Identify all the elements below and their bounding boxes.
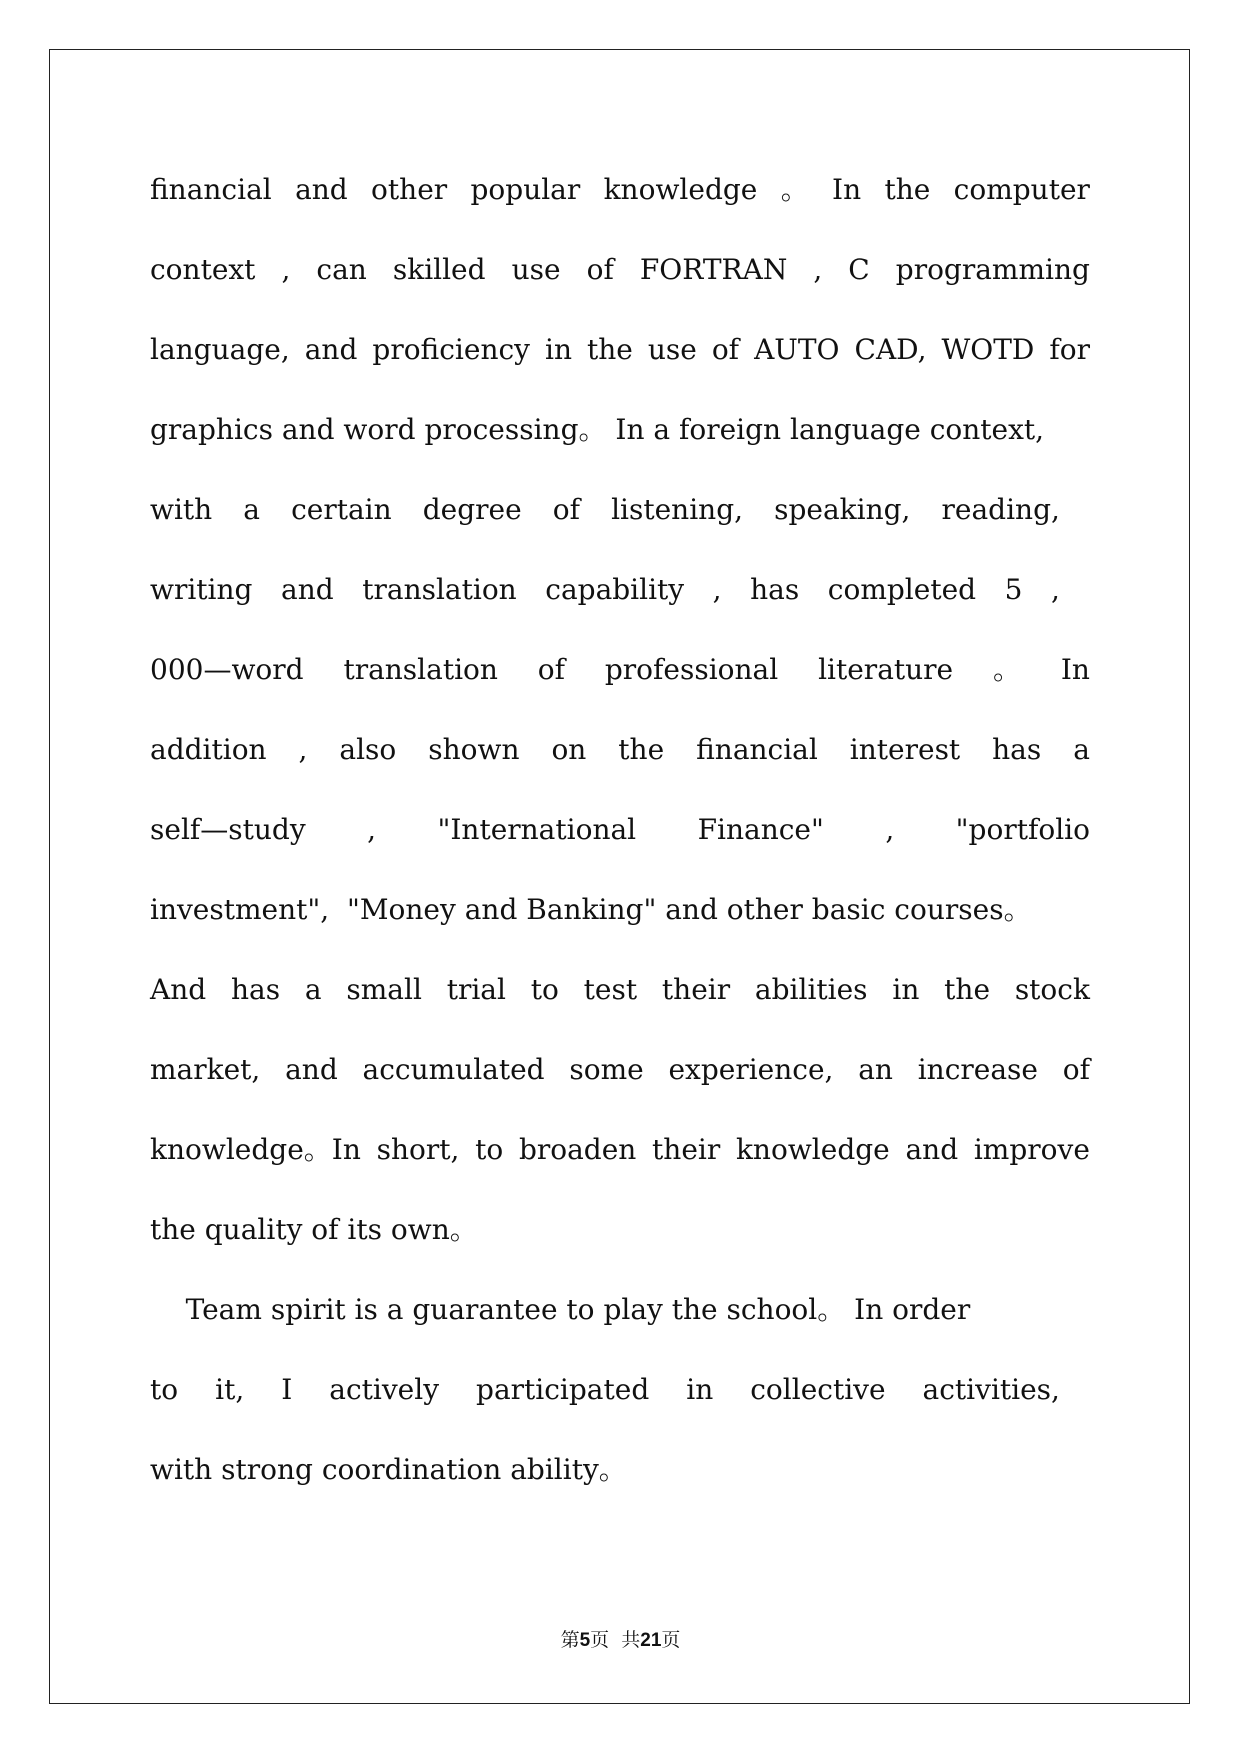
word: and — [905, 1133, 959, 1166]
word: other — [371, 173, 448, 206]
footer-page-number: 5 — [579, 1630, 591, 1651]
word: trial — [446, 973, 506, 1006]
word: "portfolio — [955, 813, 1090, 846]
page-footer — [0, 1625, 1241, 1652]
word: , — [367, 813, 377, 846]
word: to — [475, 1133, 504, 1166]
word: language, — [150, 333, 290, 366]
word: reading, — [941, 493, 1060, 526]
text-line — [150, 250, 1090, 290]
footer-suffix: 页 — [661, 1629, 681, 1651]
word: financial — [150, 173, 272, 206]
word: FORTRAN — [639, 253, 788, 286]
word: participated — [476, 1373, 650, 1406]
word: small — [346, 973, 422, 1006]
word: some — [569, 1053, 644, 1086]
text-line — [150, 730, 1090, 770]
word: broaden — [518, 1133, 637, 1166]
word: In — [832, 173, 862, 206]
word: activities, — [922, 1373, 1060, 1406]
word: knowledge — [735, 1133, 890, 1166]
word: , — [885, 813, 895, 846]
word: financial — [696, 733, 818, 766]
word: translation — [362, 573, 517, 606]
word: writing — [150, 573, 253, 606]
word: market, — [150, 1053, 261, 1086]
word: literature — [818, 653, 954, 686]
word: and — [285, 1053, 338, 1086]
word: Finance" — [697, 813, 824, 846]
word: test — [583, 973, 638, 1006]
word: to — [150, 1373, 179, 1406]
word: popular — [470, 173, 581, 206]
word: of — [711, 333, 740, 366]
word: interest — [849, 733, 961, 766]
word: it, — [215, 1373, 245, 1406]
word: 5 — [1004, 573, 1023, 606]
text-line: Team spirit is a guarantee to play the school。 In order — [150, 1293, 971, 1326]
word: 。 — [993, 653, 1022, 686]
word: collective — [750, 1373, 886, 1406]
word: their — [652, 1133, 721, 1166]
word: self—study — [150, 813, 306, 846]
word: , — [1051, 573, 1060, 606]
word: of — [1062, 1053, 1090, 1086]
word: WOTD — [941, 333, 1035, 366]
word: , — [813, 253, 823, 286]
word: and — [295, 173, 348, 206]
text-line — [150, 1050, 1090, 1090]
word: in — [686, 1373, 714, 1406]
word: a — [1073, 733, 1090, 766]
word: increase — [917, 1053, 1038, 1086]
word: also — [339, 733, 397, 766]
text-line — [150, 570, 1060, 610]
word: C — [848, 253, 870, 286]
word: and — [281, 573, 334, 606]
footer-total-pages: 21 — [640, 1630, 662, 1651]
text-line — [150, 1370, 1060, 1410]
word: certain — [291, 493, 392, 526]
word: skilled — [392, 253, 486, 286]
text-line: graphics and word processing。 In a foreign language context, — [150, 413, 1045, 446]
word: of — [552, 493, 580, 526]
word: can — [316, 253, 367, 286]
word: a — [243, 493, 260, 526]
word: use — [511, 253, 561, 286]
word: an — [858, 1053, 893, 1086]
word: programming — [895, 253, 1090, 286]
word: listening, — [611, 493, 744, 526]
word: 000—word — [150, 653, 304, 686]
text-line — [150, 650, 1090, 690]
word: translation — [343, 653, 498, 686]
word: accumulated — [362, 1053, 545, 1086]
word: context — [150, 253, 256, 286]
word: 。 — [780, 173, 809, 206]
word: speaking, — [774, 493, 911, 526]
word: use — [647, 333, 697, 366]
text-line — [150, 170, 1090, 210]
word: capability — [545, 573, 685, 606]
word: degree — [422, 493, 522, 526]
footer-prefix: 第 — [560, 1629, 580, 1651]
text-line — [150, 330, 1090, 370]
word: I — [281, 1373, 293, 1406]
text-line: with strong coordination ability。 — [150, 1453, 627, 1486]
word: "International — [437, 813, 637, 846]
text-line: the quality of its own。 — [150, 1213, 478, 1246]
word: experience, — [668, 1053, 834, 1086]
word: knowledge — [603, 173, 758, 206]
word: the — [944, 973, 991, 1006]
word: professional — [604, 653, 779, 686]
text-line: investment", "Money and Banking" and other basic courses。 — [150, 893, 1032, 926]
word: computer — [953, 173, 1090, 206]
word: shown — [428, 733, 520, 766]
text-line — [150, 970, 1090, 1010]
word: CAD, — [854, 333, 927, 366]
word: has — [230, 973, 281, 1006]
word: actively — [329, 1373, 440, 1406]
word: addition — [150, 733, 267, 766]
word: on — [551, 733, 587, 766]
word: to — [530, 973, 559, 1006]
word: AUTO — [754, 333, 840, 366]
text-line — [150, 490, 1060, 530]
word: in — [544, 333, 572, 366]
word: a — [304, 973, 322, 1006]
word: In — [1060, 653, 1090, 686]
word: abilities — [754, 973, 868, 1006]
word: proficiency — [372, 333, 530, 366]
word: , — [712, 573, 722, 606]
word: in — [892, 973, 920, 1006]
word: And — [150, 973, 207, 1006]
word: the — [586, 333, 633, 366]
word: and — [304, 333, 358, 366]
word: , — [281, 253, 291, 286]
word: stock — [1014, 973, 1090, 1006]
word: the — [618, 733, 665, 766]
footer-mid: 页 共 — [590, 1629, 641, 1651]
word: improve — [973, 1133, 1090, 1166]
word: has — [992, 733, 1042, 766]
word: completed — [827, 573, 977, 606]
word: of — [586, 253, 614, 286]
word: short, — [376, 1133, 460, 1166]
word: knowledge。In — [150, 1133, 361, 1166]
text-line — [150, 810, 1090, 850]
word: , — [298, 733, 308, 766]
word: has — [750, 573, 800, 606]
word: with — [150, 493, 213, 526]
word: the — [884, 173, 931, 206]
text-line — [150, 1130, 1090, 1170]
word: their — [661, 973, 731, 1006]
word: for — [1049, 333, 1090, 366]
word: of — [537, 653, 566, 686]
